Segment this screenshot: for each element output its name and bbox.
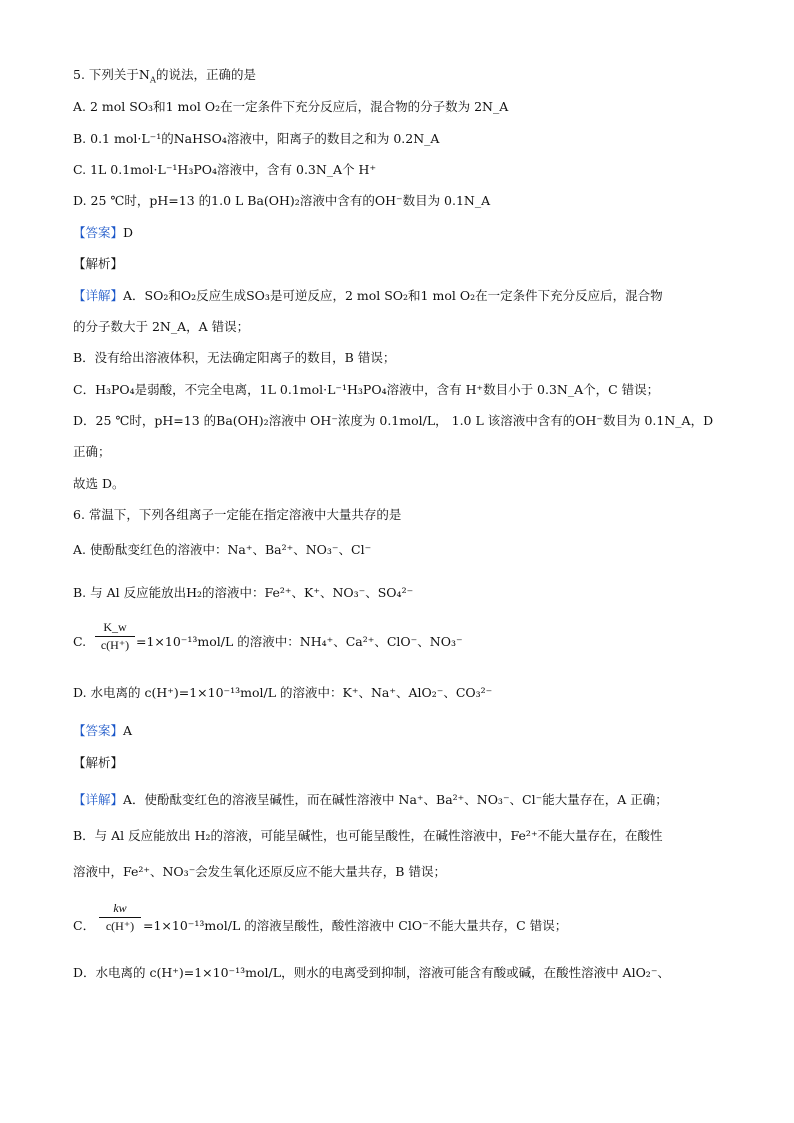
q6-detail-c-prefix: C． [73,918,96,933]
q5-option-c: C. 1L 0.1mol·L⁻¹H₃PO₄溶液中，含有 0.3N_A个 H⁺ [73,162,377,177]
q6-option-c-prefix: C. [73,634,87,649]
q5-detail-a-line1: 【详解】A．SO₂和O₂反应生成SO₃是可逆反应，2 mol SO₂和1 mol O₂在一定条件下充分反应后，混合物 [73,288,663,303]
q6-detail-d: D．水电离的 c(H⁺)=1×10⁻¹³mol/L，则水的电离受到抑制，溶液可能含有酸或碱，在酸性溶液中 AlO₂⁻、 [73,965,670,980]
q5-detail-d-line2: 正确； [73,444,111,459]
q5-conclusion: 故选 D。 [73,476,125,491]
q5-title: 5. 下列关于$N_A$的说法，正确的是 [73,67,256,86]
q6-option-b: B. 与 Al 反应能放出H₂的溶液中：Fe²⁺、K⁺、NO₃⁻、SO₄²⁻ [73,585,414,600]
fraction-numerator: K_w [103,620,127,634]
q6-answer: 【答案】A [73,723,133,738]
fraction-denominator: c(H⁺) [100,638,130,652]
q5-detail-b: B．没有给出溶液体积，无法确定阳离子的数目，B 错误； [73,350,396,365]
q6-detail-a: 【详解】A．使酚酞变红色的溶液呈碱性，而在碱性溶液中 Na⁺、Ba²⁺、NO₃⁻、Cl⁻能大量存在，A 正确； [73,792,668,807]
q5-answer: 【答案】D [73,225,134,240]
q5-detail-a-line2: 的分子数大于 2N_A，A 错误； [73,319,250,334]
q6-option-d: D. 水电离的 c(H⁺)=1×10⁻¹³mol/L 的溶液中：K⁺、Na⁺、AlO₂⁻、CO₃²⁻ [73,685,493,700]
q6-option-a: A. 使酚酞变红色的溶液中：Na⁺、Ba²⁺、NO₃⁻、Cl⁻ [73,542,372,557]
q6-detail-b-line2: 溶液中，Fe²⁺、NO₃⁻会发生氧化还原反应不能大量共存，B 错误； [73,864,446,879]
q6-detail-c-text: =1×10⁻¹³mol/L 的溶液呈酸性，酸性溶液中 ClO⁻不能大量共存，C 错误； [143,918,568,933]
q5-option-b: B. 0.1 mol·L⁻¹的NaHSO₄溶液中，阳离子的数目之和为 0.2N_A [73,131,440,146]
fraction-numerator: kw [113,901,127,915]
q5-option-d: D. 25 ℃时，pH=13 的1.0 L Ba(OH)₂溶液中含有的OH⁻数目为 0.1N_A [73,193,491,208]
q5-option-a: A. 2 mol SO₃和1 mol O₂在一定条件下充分反应后，混合物的分子数为 2N_A [73,99,509,114]
q6-option-c-fraction [95,620,135,653]
fraction-bar [99,917,141,918]
fraction-denominator: c(H⁺) [105,919,135,933]
q5-detail-c: C．H₃PO₄是弱酸，不完全电离，1L 0.1mol·L⁻¹H₃PO₄溶液中，含有 H⁺数目小于 0.3N_A个，C 错误； [73,382,660,397]
q6-analysis-label: 【解析】 [73,755,124,770]
q6-detail-b-line1: B．与 Al 反应能放出 H₂的溶液，可能呈碱性，也可能呈酸性，在碱性溶液中，Fe²⁺不能大量存在，在酸性 [73,828,663,843]
q5-detail-d-line1: D．25 ℃时，pH=13 的Ba(OH)₂溶液中 OH⁻浓度为 0.1mol/L， 1.0 L 该溶液中含有的OH⁻数目为 0.1N_A，D [73,413,714,428]
q5-analysis-label: 【解析】 [73,256,124,271]
fraction-bar [95,636,135,637]
q6-detail-c-fraction [99,901,141,934]
q6-title: 6. 常温下，下列各组离子一定能在指定溶液中大量共存的是 [73,507,402,522]
q6-option-c-text: =1×10⁻¹³mol/L 的溶液中：NH₄⁺、Ca²⁺、ClO⁻、NO₃⁻ [136,634,463,649]
